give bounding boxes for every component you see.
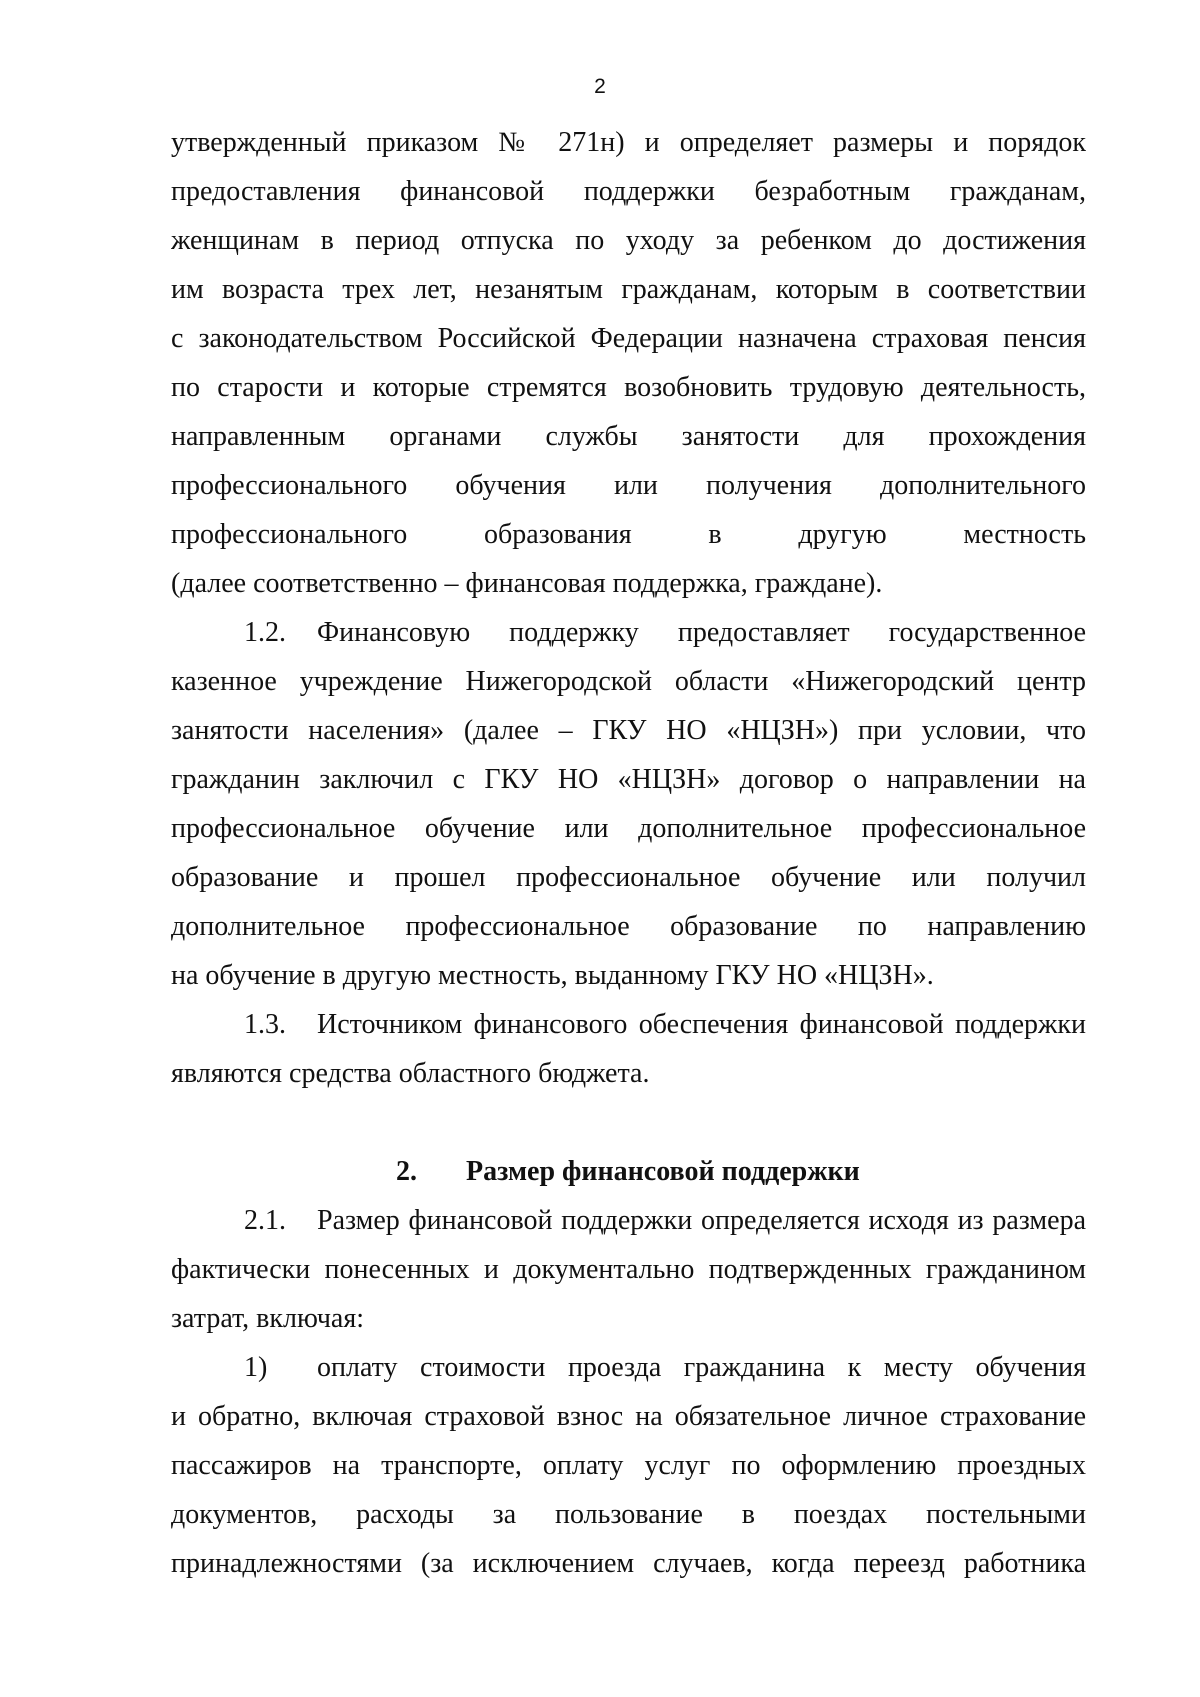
text-line: по старости и которые стремятся возобновить трудовую деятельность,: [171, 372, 1086, 403]
paragraph-1-2-first-line: [171, 608, 1086, 657]
text-line: женщинам в период отпуска по уходу за ребенком до достижения: [171, 225, 1086, 256]
paragraph-2-1-first-line: [171, 1196, 1086, 1245]
section-spacer: [171, 1098, 1086, 1147]
text-line: профессионального обучения или получения дополнительного: [171, 470, 1086, 501]
list-item-number: 1): [244, 1352, 268, 1383]
text-line: занятости населения» (далее – ГКУ НО «НЦЗН») при условии, что: [171, 715, 1086, 746]
text-line: профессионального образования в другую местность: [171, 519, 1086, 550]
text-line: дополнительное профессиональное образование по направлению: [171, 911, 1086, 942]
text-line: казенное учреждение Нижегородской области «Нижегородский центр: [171, 666, 1086, 697]
paragraph-number: 1.2.: [244, 617, 286, 648]
text-line: направленным органами службы занятости для прохождения: [171, 421, 1086, 452]
text-line: с законодательством Российской Федерации назначена страховая пенсия: [171, 323, 1086, 354]
text-line: гражданин заключил с ГКУ НО «НЦЗН» договор о направлении на: [171, 764, 1086, 795]
list-item-1-first-line: [171, 1343, 1086, 1392]
paragraph-1-3-first-line: [171, 1000, 1086, 1049]
text-line: Источником финансового обеспечения финансовой поддержки: [317, 1009, 1086, 1040]
text-line: (далее соответственно – финансовая поддержка, граждане).: [171, 568, 883, 599]
text-line: им возраста трех лет, незанятым гражданам, которым в соответствии: [171, 274, 1086, 305]
section-heading: [171, 1147, 1086, 1196]
section-number: 2.: [396, 1156, 417, 1187]
text-line: утвержденный приказом № 271н) и определяет размеры и порядок: [171, 127, 1086, 158]
text-line: принадлежностями (за исключением случаев, когда переезд работника: [171, 1548, 1086, 1579]
text-line: пассажиров на транспорте, оплату услуг по оформлению проездных: [171, 1450, 1086, 1481]
text-line: Финансовую поддержку предоставляет государственное: [317, 617, 1086, 648]
page-number: 2: [594, 75, 606, 98]
text-line: и обратно, включая страховой взнос на обязательное личное страхование: [171, 1401, 1086, 1432]
text-line: являются средства областного бюджета.: [171, 1058, 650, 1089]
text-line: образование и прошел профессиональное обучение или получил: [171, 862, 1086, 893]
text-line: фактически понесенных и документально подтвержденных гражданином: [171, 1254, 1086, 1285]
document-body: [171, 118, 1086, 1588]
paragraph-number: 2.1.: [244, 1205, 286, 1236]
section-title: Размер финансовой поддержки: [466, 1156, 860, 1187]
text-line: профессиональное обучение или дополнительное профессиональное: [171, 813, 1086, 844]
text-line: на обучение в другую местность, выданному ГКУ НО «НЦЗН».: [171, 960, 934, 991]
text-line: Размер финансовой поддержки определяется исходя из размера: [317, 1205, 1086, 1236]
text-line: документов, расходы за пользование в поездах постельными: [171, 1499, 1086, 1530]
text-line: оплату стоимости проезда гражданина к месту обучения: [317, 1352, 1086, 1383]
paragraph-number: 1.3.: [244, 1009, 286, 1040]
text-line: предоставления финансовой поддержки безработным гражданам,: [171, 176, 1086, 207]
text-line: затрат, включая:: [171, 1303, 364, 1334]
